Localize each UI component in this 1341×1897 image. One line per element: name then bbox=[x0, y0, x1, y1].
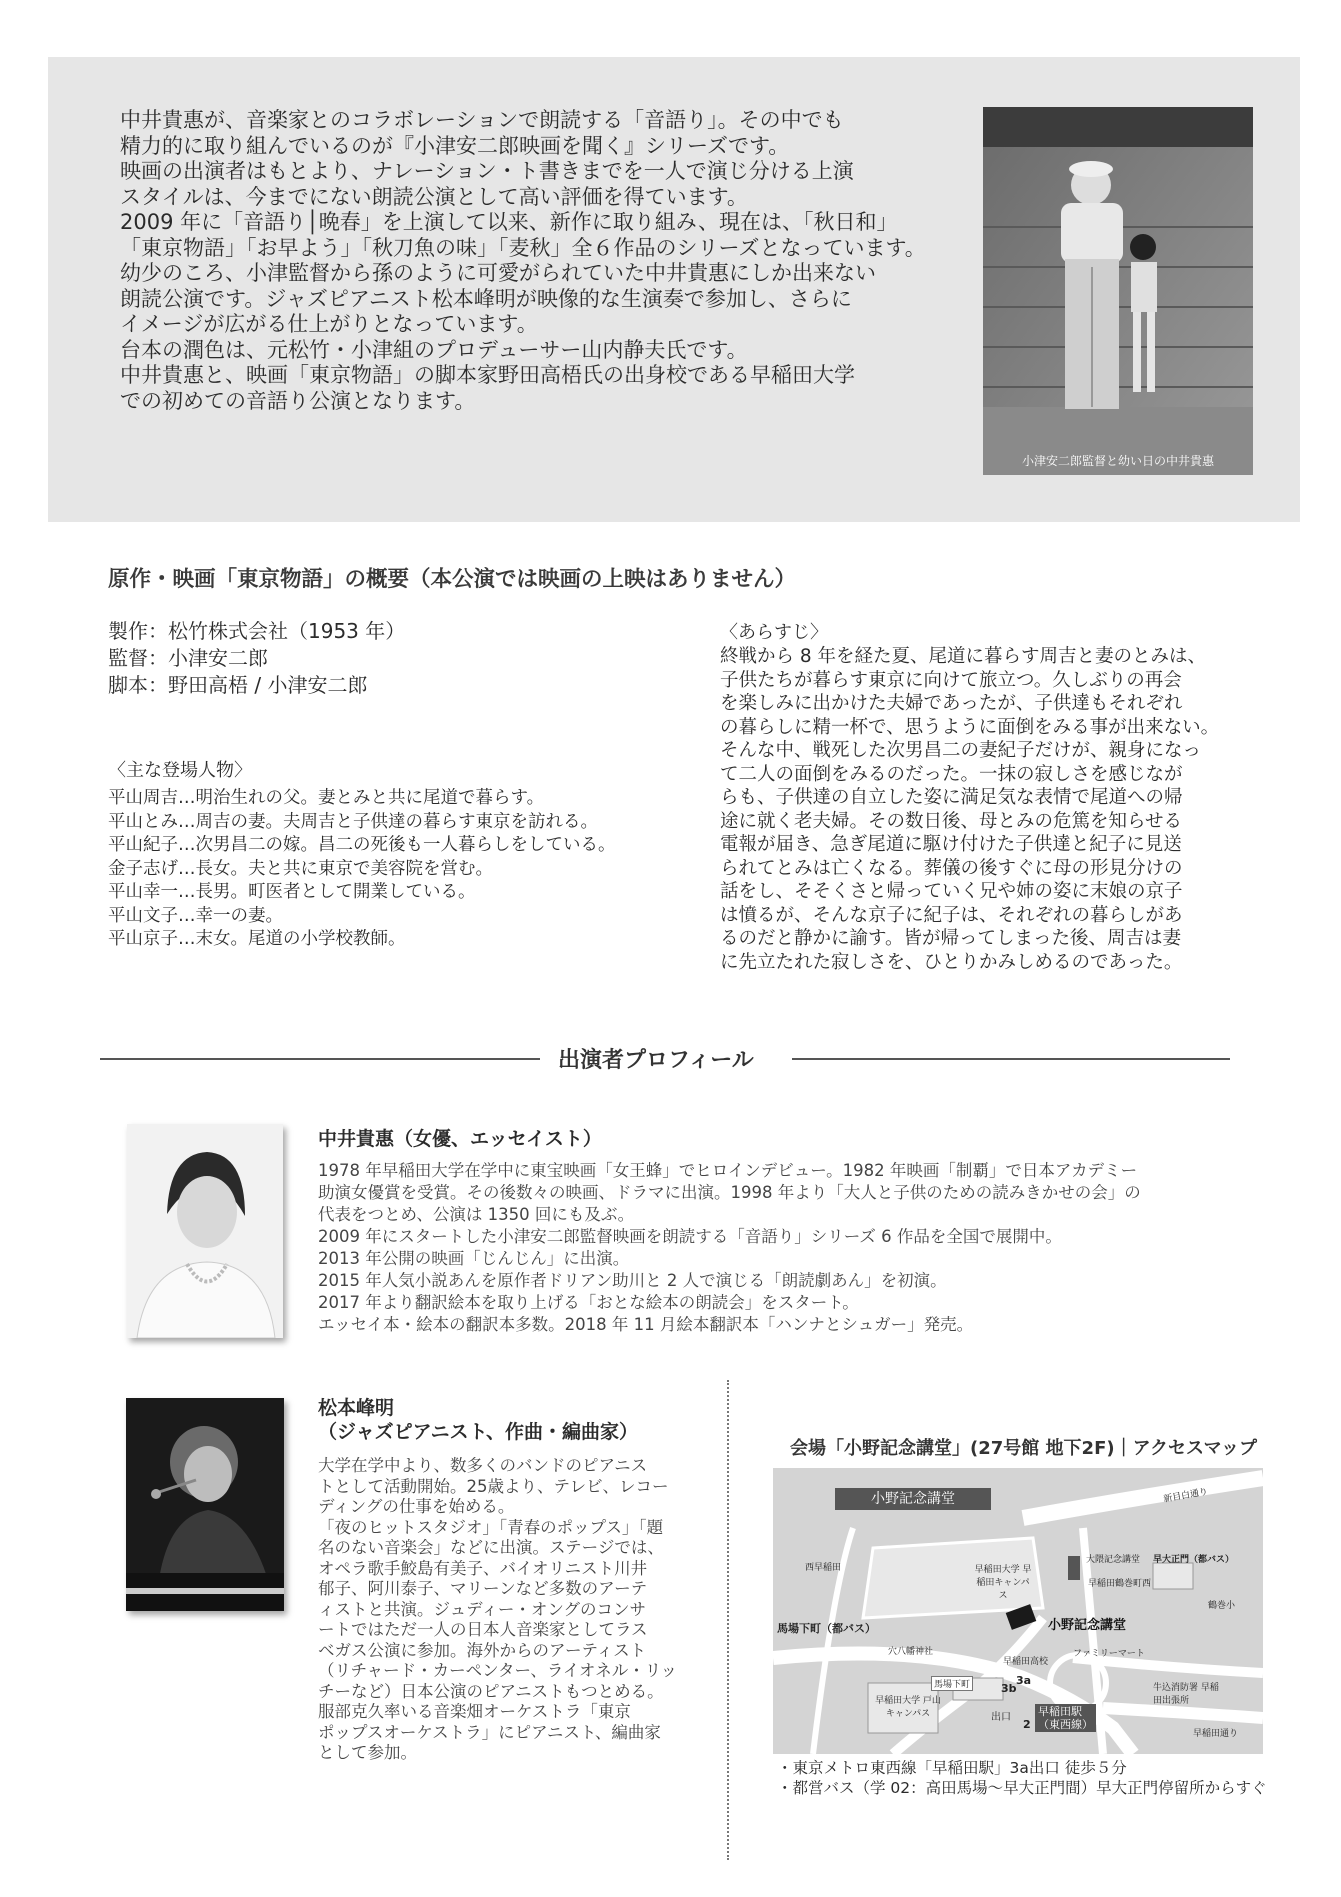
credit-line: 監督：小津安二郎 bbox=[108, 646, 268, 670]
bio-line: チーなど）日本公演のピアニストもつとめる。 bbox=[318, 1681, 664, 1701]
matsumoto-name-line: 松本峰明 bbox=[318, 1397, 395, 1419]
bio-line: ィストと共演。ジュディー・オングのコンサ bbox=[318, 1599, 647, 1619]
map-label: 穴八幡神社 bbox=[888, 1647, 934, 1657]
intro-line: 中井貴惠と、映画「東京物語」の脚本家野田高梧氏の出身校である早稲田大学 bbox=[120, 363, 855, 387]
cast-heading: 〈主な登場人物〉 bbox=[108, 760, 252, 781]
bio-line: 2009 年にスタートした小津安二郎監督映画を朗読する「音語り」シリーズ 6 作品を全国で展開中。 bbox=[318, 1227, 1062, 1246]
cast-item: 平山京子…末女。尾道の小学校教師。 bbox=[108, 929, 406, 949]
synopsis-line: られてとみは亡くなる。葬儀の後すぐに母の形見分けの bbox=[720, 857, 1183, 879]
cast-item: 金子志げ…長女。夫と共に東京で美容院を営む。 bbox=[108, 858, 493, 879]
ozu-photo bbox=[983, 107, 1253, 475]
matsumoto-portrait bbox=[126, 1398, 284, 1611]
bio-line: 1978 年早稲田大学在学中に東宝映画「女王蜂」でヒロインデビュー。1982 年映画「制覇」で日本アカデミー bbox=[318, 1161, 1138, 1180]
nakai-name: 中井貴惠（女優、エッセイスト） bbox=[318, 1128, 602, 1150]
map-label: 西早稲田 bbox=[805, 1563, 842, 1573]
map-label: ファミリーマート bbox=[1073, 1649, 1145, 1659]
bio-line: 郁子、阿川泰子、マリーンなど多数のアーテ bbox=[318, 1579, 648, 1598]
bio-line: 服部克久率いる音楽畑オーケストラ「東京 bbox=[318, 1702, 631, 1721]
map-label: 新目白通り bbox=[1162, 1487, 1209, 1505]
cast-item: 平山紀子…次男昌二の嫁。昌二の死後も一人暮らしをしている。 bbox=[108, 835, 616, 855]
map-label: 2 bbox=[1023, 1718, 1031, 1731]
synopsis-line: 終戦から 8 年を経た夏、尾道に暮らす周吉と妻のとみは、 bbox=[720, 646, 1207, 667]
cast-list bbox=[108, 787, 616, 952]
intro-line: 幼少のころ、小津監督から孫のように可愛がられていた中井貴惠にしか出来ない bbox=[120, 261, 876, 285]
bio-line: 2017 年より翻訳絵本を取り上げる「おとな絵本の朗読会」をスタート。 bbox=[318, 1293, 859, 1312]
bio-line: ベガス公演に参加。海外からのアーティスト bbox=[318, 1640, 647, 1660]
bio-line: ディングの仕事を始める。 bbox=[318, 1497, 515, 1516]
synopsis-line: を楽しみに出かけた夫婦であったが、子供達もそれぞれ bbox=[720, 693, 1183, 714]
venue-banner: 小野記念講堂 bbox=[835, 1488, 991, 1510]
bio-line: 2013 年公開の映画「じんじん」に出演。 bbox=[318, 1249, 630, 1268]
map-label: 馬場下町（都バス） bbox=[777, 1622, 876, 1635]
map-label: 馬場下町 bbox=[931, 1676, 973, 1691]
bio-line: 2015 年人気小説あんを原作者ドリアン助川と 2 人で演じる「朗読劇あん」を初演。 bbox=[318, 1271, 947, 1290]
matsumoto-bio bbox=[318, 1456, 677, 1764]
bio-line: オペラ歌手鮫島有美子、バイオリニスト川井 bbox=[318, 1558, 648, 1578]
synopsis-heading: 〈あらすじ〉 bbox=[720, 622, 828, 643]
synopsis-line: らも、子供達の自立した姿に満足気な表情で尾道への帰 bbox=[720, 787, 1183, 808]
map-roads bbox=[773, 1468, 1263, 1754]
map-title: 会場「小野記念講堂」(27号館 地下2F)｜アクセスマップ bbox=[790, 1438, 1257, 1459]
bio-line: 代表をつとめ、公演は 1350 回にも及ぶ。 bbox=[318, 1205, 635, 1224]
bio-line: トとして活動開始。25歳より、テレビ、レコー bbox=[318, 1476, 669, 1496]
bio-line: 助演女優賞を受賞。その後数々の映画、ドラマに出演。1998 年より「大人と子供のための読みきかせの会」の bbox=[318, 1183, 1141, 1202]
synopsis-line: て二人の面倒をみるのだった。一抹の寂しさを感じなが bbox=[720, 763, 1183, 785]
profile-title: 出演者プロフィール bbox=[558, 1048, 754, 1073]
matsumoto-role-line: （ジャズピアニスト、作曲・編曲家） bbox=[318, 1421, 638, 1443]
cast-item: 平山文子…幸一の妻。 bbox=[108, 905, 283, 926]
access-line: ・都営バス（学 02：高田馬場〜早大正門間）早大正門停留所からすぐ bbox=[777, 1779, 1267, 1797]
map-label: 早稲田高校 bbox=[1003, 1657, 1049, 1667]
map-label: 3b bbox=[1001, 1682, 1017, 1695]
cast-item: 平山とみ…周吉の妻。夫周吉と子供達の暮らす東京を訪れる。 bbox=[108, 811, 598, 832]
synopsis-line: 途に就く老夫婦。その数日後、母とみの危篤を知らせる bbox=[720, 810, 1182, 832]
nakai-portrait bbox=[127, 1124, 283, 1338]
intro-line: 「東京物語」「お早よう」「秋刀魚の味」「麦秋」全６作品のシリーズとなっています。 bbox=[120, 235, 926, 260]
synopsis-line: 子供たちが暮らす東京に向けて旅立つ。久しぶりの再会 bbox=[720, 669, 1182, 691]
map-label: 早稲田通り bbox=[1193, 1729, 1239, 1739]
map-label: 牛込消防署 早稲田出張所 bbox=[1153, 1683, 1219, 1706]
map-label: 早稲田鶴巻町西 bbox=[1088, 1579, 1152, 1589]
synopsis-line: に先立たれた寂しさを、ひとりかみしめるのであった。 bbox=[720, 951, 1183, 973]
divider-left bbox=[100, 1058, 540, 1060]
bio-line: エッセイ本・絵本の翻訳本多数。2018 年 11 月絵本翻訳本「ハンナとシュガー」発売。 bbox=[318, 1315, 974, 1334]
synopsis-line: 話をし、そそくさと帰っていく兄や姉の姿に末娘の京子 bbox=[720, 881, 1183, 902]
map-label: 3a bbox=[1016, 1674, 1032, 1687]
nakai-bio bbox=[318, 1160, 1141, 1336]
venue-label: 小野記念講堂 bbox=[1048, 1618, 1127, 1633]
map-label: 大隈記念講堂 bbox=[1086, 1555, 1141, 1565]
map-label: 早稲田大学 早稲田キャンパス bbox=[974, 1565, 1032, 1601]
photo-caption: 小津安二郎監督と幼い日の中井貴惠 bbox=[1021, 454, 1214, 468]
intro-line: での初めての音語り公演となります。 bbox=[120, 388, 476, 413]
intro-line: 映画の出演者はもとより、ナレーション・ト書きまでを一人で演じ分ける上演 bbox=[120, 159, 854, 183]
intro-line: 台本の潤色は、元松竹・小津組のプロデューサー山内静夫氏です。 bbox=[120, 337, 748, 362]
access-line: ・東京メトロ東西線「早稲田駅」3a出口 徒歩５分 bbox=[777, 1759, 1127, 1777]
intro-line: 精力的に取り組んでいるのが『小津安二郎映画を聞く』シリーズです。 bbox=[120, 133, 790, 158]
synopsis bbox=[720, 645, 1240, 974]
credit-line: 脚本：野田高梧 / 小津安二郎 bbox=[108, 673, 368, 697]
bio-line: 大学在学中より、数多くのバンドのピアニス bbox=[318, 1456, 648, 1475]
synopsis-line: そんな中、戦死した次男昌二の妻紀子だけが、親身になっ bbox=[720, 740, 1202, 761]
bio-line: 「夜のヒットスタジオ」「青春のポップス」「題 bbox=[318, 1517, 664, 1537]
bio-line: ポップスオーケストラ」にピアニスト、編曲家 bbox=[318, 1722, 661, 1742]
matsumoto-photo bbox=[126, 1398, 284, 1611]
access-map bbox=[773, 1468, 1263, 1754]
synopsis-line: 電報が届き、急ぎ尾道に駆け付けた子供達と紀子に見送 bbox=[720, 834, 1182, 855]
bio-line: として参加。 bbox=[318, 1743, 417, 1762]
map-label: 早稲田大学 戸山キャンパス bbox=[875, 1696, 941, 1719]
bio-line: 名のない音楽会」などに出演。ステージでは、 bbox=[318, 1538, 664, 1557]
cast-item: 平山周吉…明治生れの父。妻とみと共に尾道で暮らす。 bbox=[108, 788, 545, 808]
ozu-photo-image bbox=[983, 107, 1253, 475]
synopsis-line: の暮らしに精一杯で、思うように面倒をみる事が出来ない。 bbox=[720, 716, 1220, 738]
intro-line: 2009 年に「音語り│晩春」を上演して以来、新作に取り組み、現在は、「秋日和」 bbox=[120, 210, 898, 234]
matsumoto-name bbox=[318, 1396, 638, 1444]
station-label bbox=[1035, 1704, 1096, 1732]
station-name: 早稲田駅 bbox=[1038, 1705, 1082, 1718]
intro-line: 朗読公演です。ジャズピアニスト松本峰明が映像的な生演奏で参加し、さらに bbox=[120, 286, 852, 311]
vertical-divider bbox=[727, 1380, 729, 1860]
station-line: （東西線） bbox=[1038, 1718, 1093, 1731]
map-label: 出口 bbox=[991, 1712, 1011, 1723]
intro-line: イメージが広がる仕上がりとなっています。 bbox=[120, 312, 538, 336]
map-label: 鶴巻小 bbox=[1208, 1601, 1236, 1611]
intro-line: スタイルは、今までにない朗読公演として高い評価を得ています。 bbox=[120, 184, 748, 209]
bio-line: ートではただ一人の日本人音楽家としてラス bbox=[318, 1620, 648, 1639]
access-info bbox=[777, 1758, 1267, 1798]
divider-right bbox=[792, 1058, 1230, 1060]
synopsis-line: るのだと静かに諭す。皆が帰ってしまった後、周吉は妻 bbox=[720, 928, 1182, 949]
intro-text bbox=[120, 108, 926, 414]
credits bbox=[108, 618, 405, 699]
intro-line: 中井貴惠が、音楽家とのコラボレーションで朗読する「音語り」。その中でも bbox=[120, 108, 844, 132]
bio-line: （リチャード・カーペンター、ライオネル・リッ bbox=[318, 1661, 678, 1680]
overview-title: 原作・映画「東京物語」の概要（本公演では映画の上映はありません） bbox=[108, 567, 797, 592]
credit-line: 製作：松竹株式会社（1953 年） bbox=[108, 619, 406, 643]
map-label: 早大正門（都バス） bbox=[1153, 1555, 1235, 1565]
synopsis-line: は憤るが、そんな京子に紀子は、それぞれの暮らしがあ bbox=[720, 904, 1183, 926]
cast-item: 平山幸一…長男。町医者として開業している。 bbox=[108, 882, 476, 902]
nakai-photo bbox=[127, 1124, 283, 1338]
